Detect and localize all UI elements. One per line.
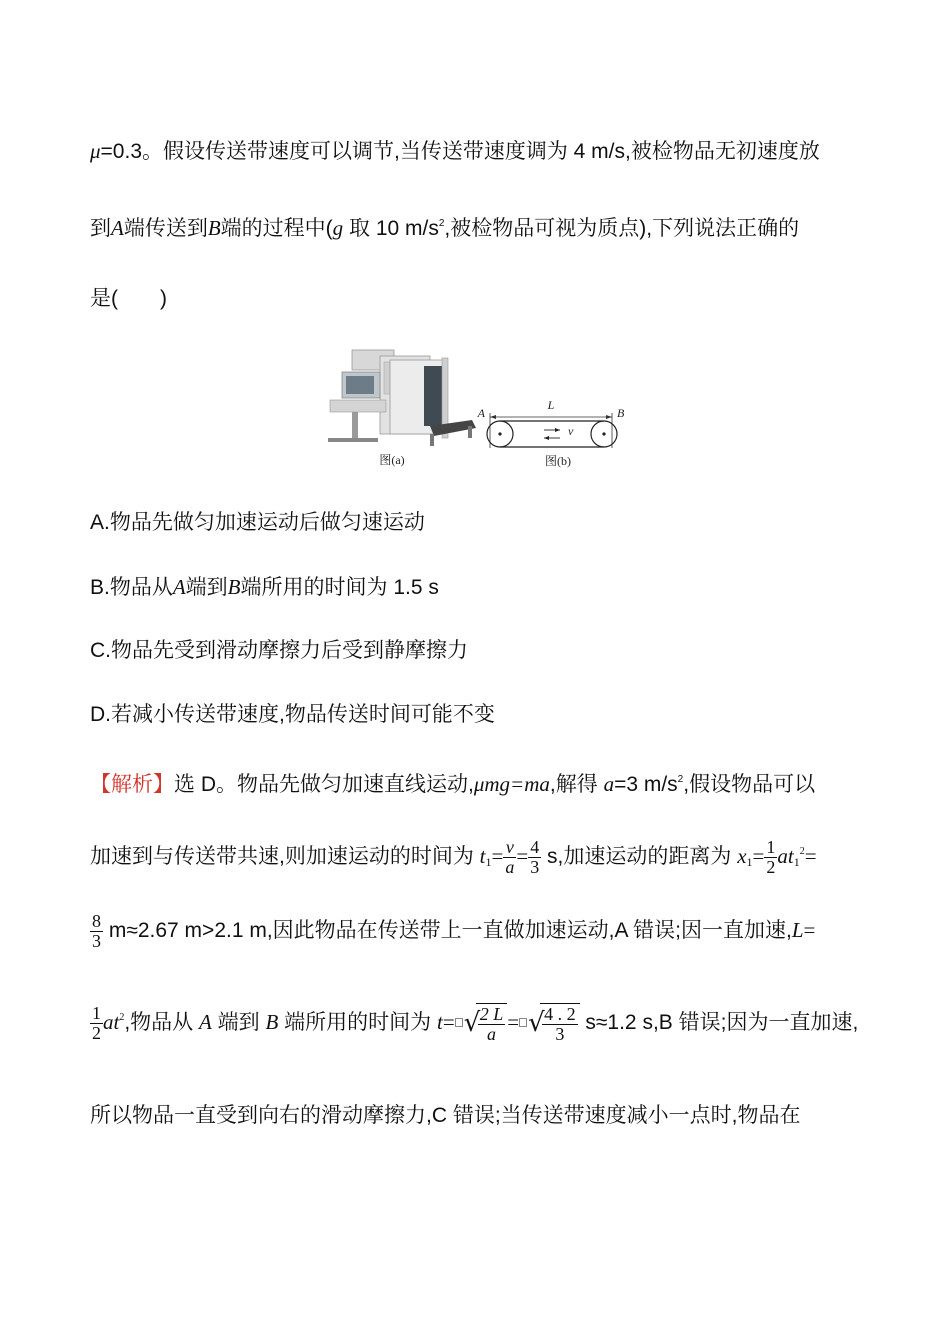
text-segment: 选 D。物品先做匀加速直线运动, [174, 773, 474, 796]
denominator: 3 [555, 1024, 565, 1044]
variable: x [737, 844, 747, 869]
variable: a [603, 772, 615, 796]
option-b [90, 573, 439, 602]
fraction-1-over-2 [764, 838, 777, 877]
conveyor-diagram [487, 413, 617, 448]
radical-sign-icon: √ [528, 1008, 545, 1038]
exponent: 2 [119, 1012, 125, 1024]
variable: t [437, 1010, 443, 1035]
analysis-line-4 [90, 1003, 858, 1044]
exponent: 2 [677, 774, 684, 785]
equals: = [507, 1010, 520, 1035]
analysis-line-2 [90, 838, 817, 877]
fraction-1-over-2 [90, 1004, 103, 1043]
figure-svg [322, 338, 632, 474]
sqrt-4-2-over-3 [528, 1003, 580, 1044]
label-v: v [568, 424, 574, 438]
numerator: 4 . 2 [544, 1004, 576, 1024]
exponent: 2 [799, 846, 805, 858]
analysis-line-5 [90, 1102, 801, 1130]
denominator: a [486, 1024, 496, 1044]
question-line-2 [90, 210, 799, 243]
fraction-4-2-over-3 [542, 1005, 578, 1044]
variable: at [103, 1010, 120, 1035]
numerator: v [503, 838, 516, 858]
numerator: 4 [530, 837, 540, 857]
numerator: 1 [766, 837, 776, 857]
equals: = [516, 844, 529, 869]
option-d [90, 701, 495, 729]
radical-sign-icon: √ [463, 1008, 481, 1038]
fraction-v-over-a [503, 838, 516, 877]
variable: t [479, 844, 486, 869]
denominator: 2 [92, 1023, 101, 1043]
analysis-line-3 [90, 912, 815, 951]
text-segment: s,加速运动的距离为 [541, 845, 738, 869]
denominator: 3 [530, 857, 540, 877]
equals: = [803, 918, 816, 943]
caption-a: 图(a) [379, 453, 405, 467]
figure [322, 338, 632, 474]
subscript: 1 [793, 855, 800, 870]
sqrt-2l-over-a [464, 1003, 508, 1044]
mu-symbol: μ [90, 139, 101, 163]
subscript: 1 [746, 855, 753, 870]
text-segment: 端传送到 [123, 217, 208, 240]
point-b-label: B [207, 216, 221, 240]
text-segment: ,物品从 [124, 1011, 200, 1035]
text-segment: ,解得 [549, 773, 604, 796]
text-segment: 端的过程中( [220, 217, 333, 240]
text-segment: 到 [90, 217, 111, 240]
question-text-3: 是( ) [90, 287, 167, 310]
option-d-text: D.若减小传送带速度,物品传送时间可能不变 [90, 703, 495, 726]
fraction-8-over-3 [90, 912, 103, 951]
text-segment: 端所用的时间为 [278, 1011, 438, 1035]
text-segment: =3 m/s [614, 773, 678, 796]
gravity-symbol: g [332, 216, 344, 240]
point-b-label: B [265, 1010, 279, 1035]
text-segment: ,假设物品可以 [683, 773, 816, 796]
text-segment: 取 10 m/s [343, 217, 439, 240]
point-a-label: A [172, 575, 186, 599]
option-a [90, 509, 425, 537]
text-segment: 端所用的时间为 1.5 s [240, 576, 439, 599]
text-segment: ,被检物品可视为质点),下列说法正确的 [444, 217, 800, 240]
question-line-3 [90, 285, 167, 313]
equation: μmg=ma [473, 772, 550, 796]
denominator: 3 [92, 931, 101, 951]
text-segment: 加速到与传送带共速,则加速运动的时间为 [90, 845, 480, 869]
subscript: 1 [485, 855, 492, 870]
placeholder-box-icon [519, 1018, 527, 1027]
fraction-2l-over-a [478, 1005, 506, 1044]
numerator: 2 L [479, 1004, 504, 1024]
label-a: A [477, 406, 485, 420]
denominator: 2 [766, 857, 776, 877]
xray-machine-illustration [328, 350, 476, 446]
placeholder-box-icon [455, 1018, 463, 1027]
option-c-text: C.物品先受到滑动摩擦力后受到静摩擦力 [90, 639, 468, 662]
point-a-label: A [199, 1010, 212, 1035]
option-a-text: A.物品先做匀加速运动后做匀速运动 [90, 511, 425, 534]
exponent: 2 [438, 218, 445, 229]
question-text-1: =0.3。假设传送带速度可以调节,当传送带速度调为 4 m/s,被检物品无初速度放 [100, 140, 820, 163]
fraction-4-over-3 [528, 838, 541, 877]
denominator: a [505, 857, 515, 877]
variable: at [777, 844, 794, 869]
equals: = [491, 844, 504, 869]
equals: = [804, 844, 817, 869]
analysis-text-5: 所以物品一直受到向右的滑动摩擦力,C 错误;当传送带速度减小一点时,物品在 [90, 1104, 801, 1127]
text-segment: 端到 [185, 576, 228, 599]
text-segment: 端到 [211, 1011, 266, 1035]
option-c [90, 637, 468, 665]
text-segment: m≈2.67 m>2.1 m,因此物品在传送带上一直做加速运动,A 错误;因一直加速, [103, 919, 792, 943]
text-segment: s≈1.2 s,B 错误;因为一直加速, [579, 1011, 859, 1035]
label-l: L [547, 398, 555, 412]
point-a-label: A [111, 216, 124, 240]
numerator: 8 [92, 911, 101, 931]
analysis-tag: 【解析】 [90, 773, 174, 796]
equals: = [442, 1010, 455, 1035]
numerator: 1 [92, 1003, 101, 1023]
equals: = [752, 844, 765, 869]
variable: L [791, 918, 804, 943]
analysis-line-1 [90, 766, 815, 799]
caption-b: 图(b) [545, 454, 571, 468]
point-b-label: B [227, 575, 241, 599]
question-line-1 [90, 137, 820, 166]
label-b: B [617, 406, 625, 420]
text-segment: B.物品从 [90, 576, 173, 599]
